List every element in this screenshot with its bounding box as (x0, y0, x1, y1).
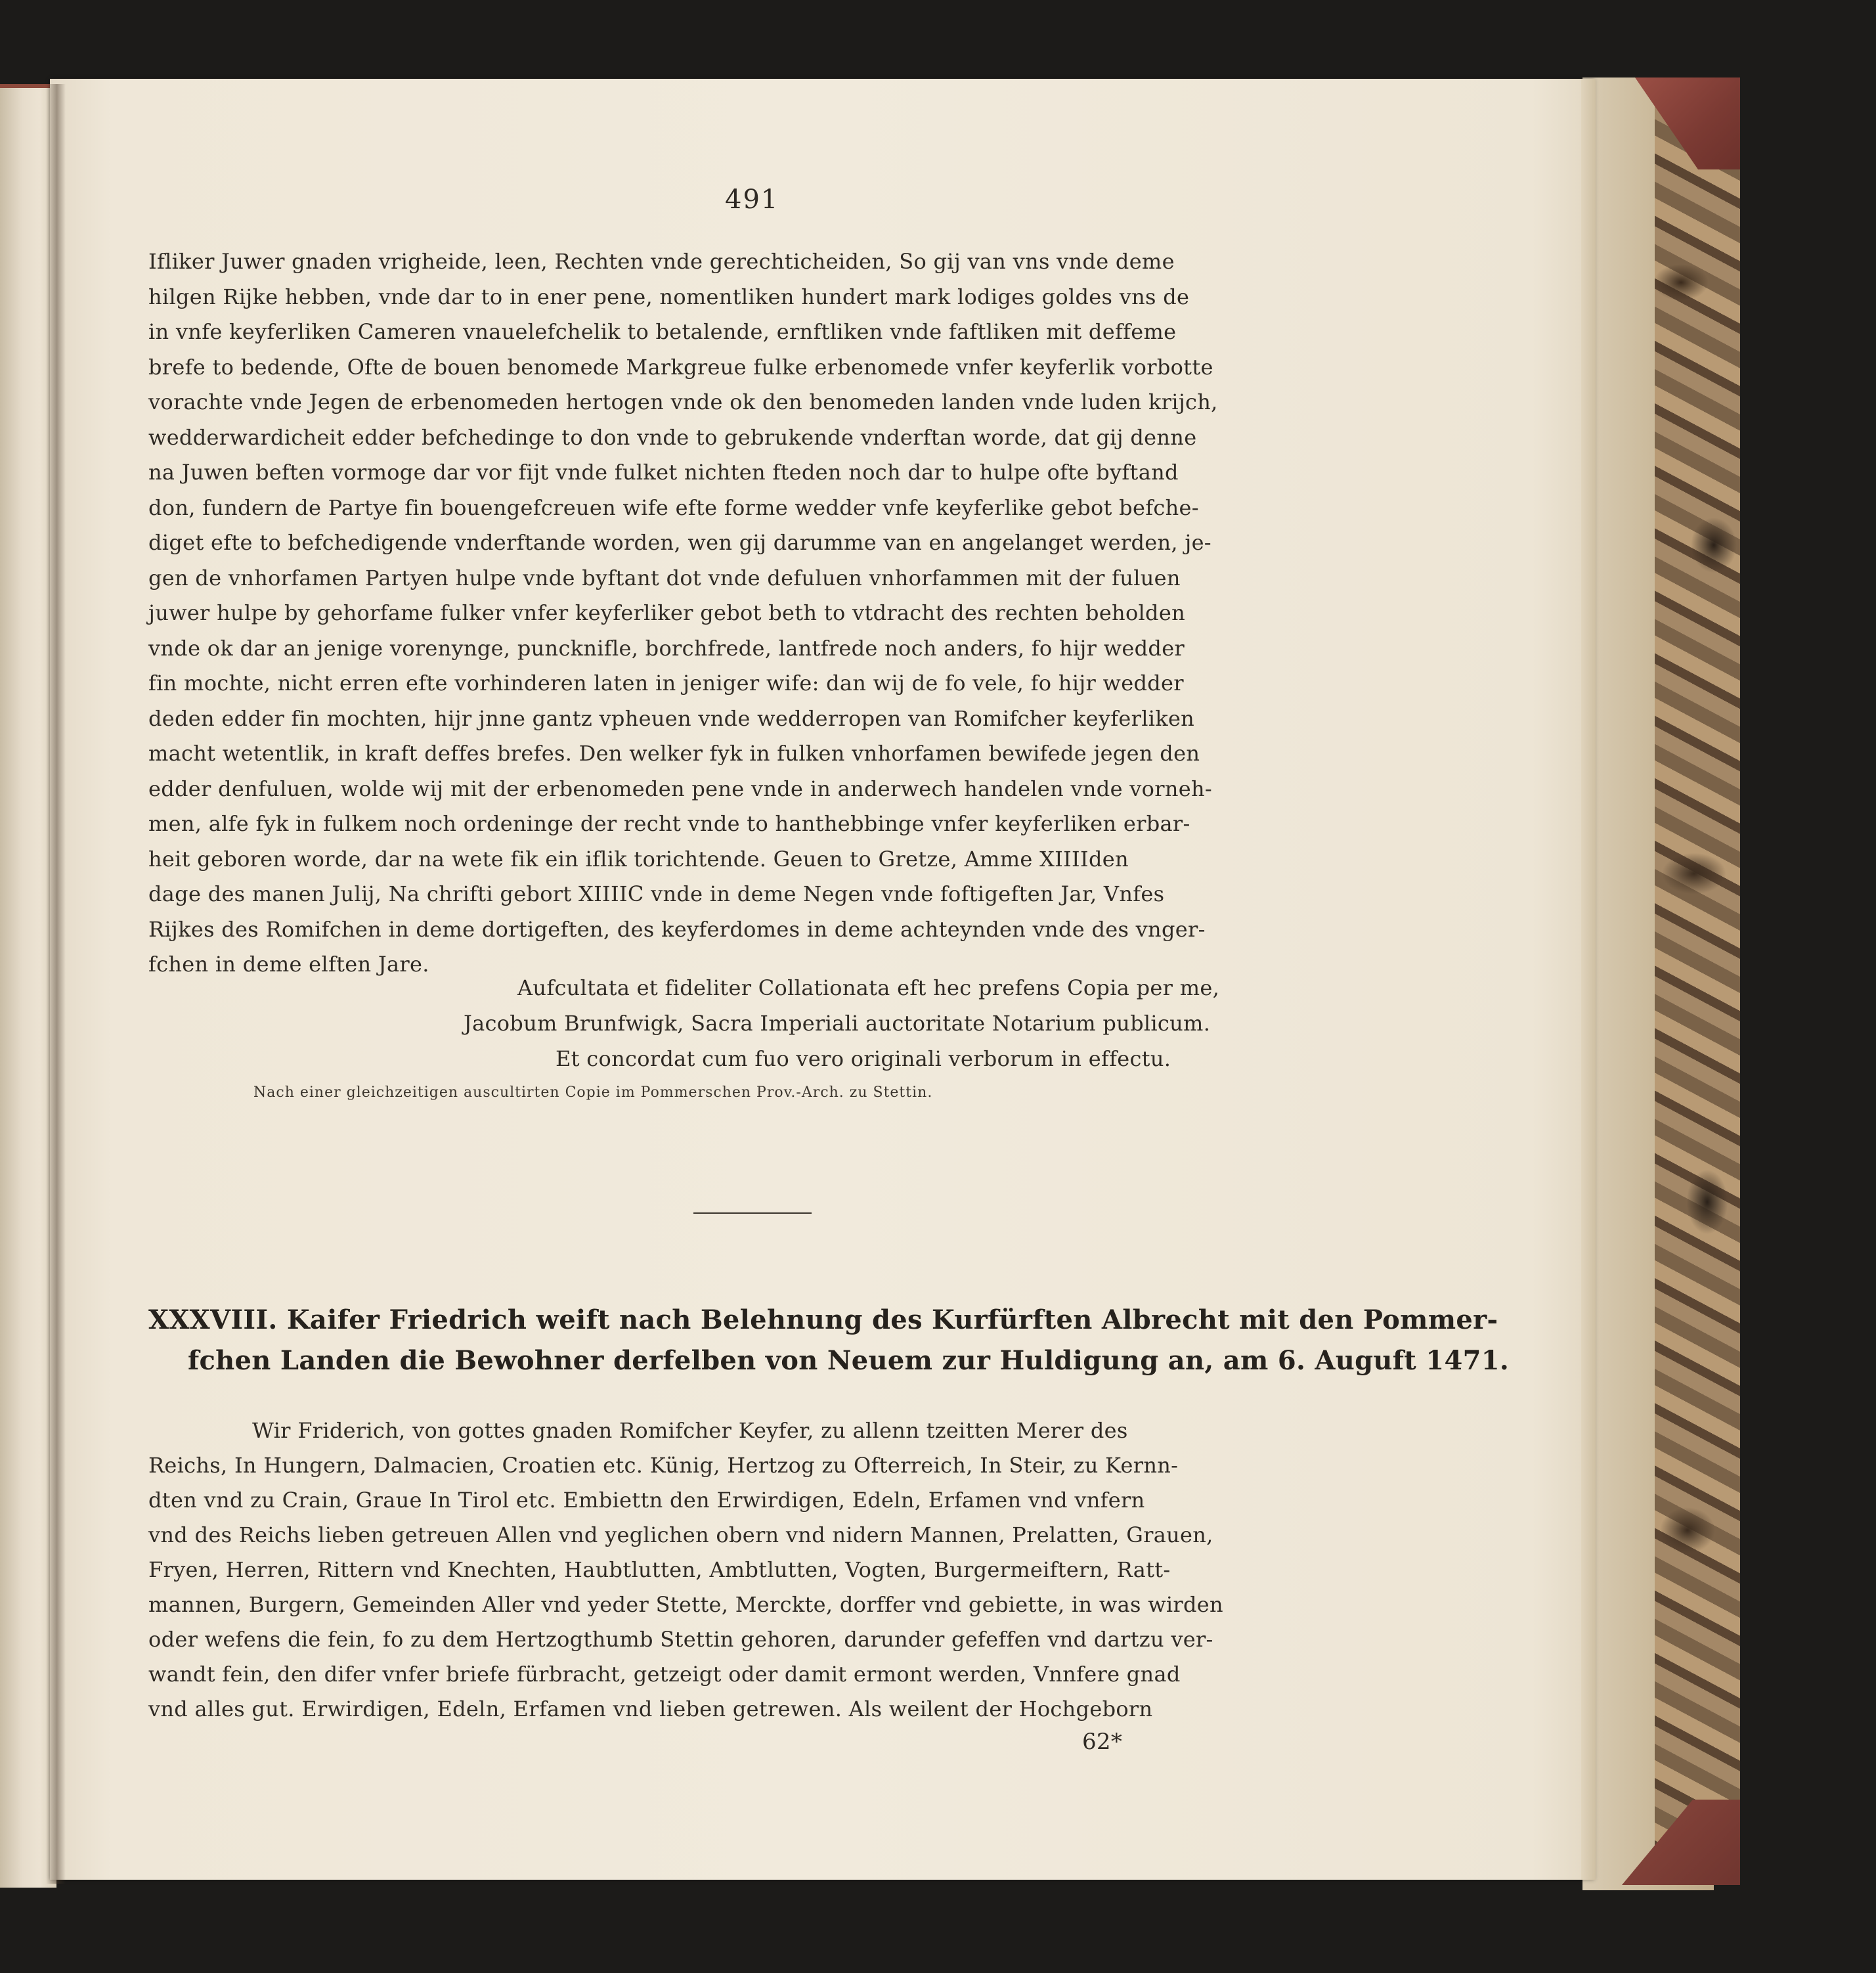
body-line: vnd alles gut. Erwirdigen, Edeln, Erfamen vnd lieben getrewen. Als weilent der Hochgeborn (148, 1696, 1153, 1721)
body-line: Reichs, In Hungern, Dalmacien, Croatien etc. Künig, Hertzog zu Ofterreich, In Steir, zu Kernn- (148, 1453, 1179, 1478)
page-number: 491 (725, 185, 779, 215)
text-line: in vnfe keyferliken Cameren vnauelefchelik to betalende, ernftliken vnde faftliken mit deffeme (148, 319, 1177, 344)
text-line: deden edder fin mochten, hijr jnne gantz vpheuen vnde wedderropen van Romifcher keyferliken (148, 705, 1195, 731)
body-line: Fryen, Herren, Rittern vnd Knechten, Haubtlutten, Ambtlutten, Vogten, Burgermeiftern, Ratt- (148, 1557, 1171, 1582)
text-line: fin mochte, nicht erren efte vorhinderen laten in jeniger wife: dan wij de fo vele, fo hijr wedder (148, 671, 1184, 696)
text-line: vnde ok dar an jenige vorenynge, puncknifle, borchfrede, lantfrede noch anders, fo hijr wedder (148, 635, 1185, 661)
text-line: juwer hulpe by gehorfame fulker vnfer keyferliker gebot beth to vtdracht des rechten beholden (148, 600, 1185, 625)
page-fore-edge (1581, 79, 1596, 1880)
book-gutter (46, 84, 66, 1884)
text-line: diget efte to befchedigende vnderftande worden, wen gij darumme van en angelanget werden, je- (148, 530, 1211, 555)
text-line: hilgen Rijke hebben, vnde dar to in ener pene, nomentliken hundert mark lodiges goldes vns de (148, 284, 1190, 309)
text-line: brefe to bedende, Ofte de bouen benomede Markgreue fulke erbenomede vnfer keyferlik vorbotte (148, 354, 1213, 380)
body-line: vnd des Reichs lieben getreuen Allen vnd yeglichen obern vnd nidern Mannen, Prelatten, Grauen, (148, 1522, 1213, 1547)
text-line: vorachte vnde Jegen de erbenomeden hertogen vnde ok den benomeden landen vnde luden krijch, (148, 389, 1218, 414)
section-divider (693, 1212, 812, 1214)
text-line: wedderwardicheit edder befchedinge to don vnde to gebrukende vnderftan worde, dat gij denne (148, 424, 1197, 450)
text-line: dage des manen Julij, Na chrifti gebort XIIIIC vnde in deme Negen vnde foftigeften Jar, Vnfes (148, 881, 1165, 906)
text-line: men, alfe fyk in fulkem noch ordeninge der recht vnde to hanthebbinge vnfer keyferliken erbar- (148, 811, 1190, 836)
text-line: edder denfuluen, wolde wij mit der erbenomeden pene vnde in anderwech handelen vnde vorneh- (148, 776, 1212, 801)
text-line: don, fundern de Partye fin bouengefcreuen wife efte forme wedder vnfe keyferlike gebot befche- (148, 495, 1199, 520)
heading-line: fchen Landen die Bewohner derfelben von Neuem zur Huldigung an, am 6. Auguft 1471. (188, 1345, 1510, 1376)
attestation-line: Jacobum Brunfwigk, Sacra Imperiali auctoritate Notarium publicum. (464, 1011, 1211, 1036)
body-line: wandt fein, den difer vnfer briefe fürbracht, getzeigt oder damit ermont werden, Vnnfere gnad (148, 1662, 1181, 1687)
text-line: fchen in deme elften Jare. (148, 952, 429, 977)
signature-mark: 62* (1082, 1729, 1123, 1755)
marbled-cover (1655, 85, 1740, 1885)
body-line: oder wefens die fein, fo zu dem Hertzogthumb Stettin gehoren, darunder gefeffen vnd dartzu ver- (148, 1627, 1213, 1652)
text-line: na Juwen beften vormoge dar vor fijt vnde fulket nichten fteden noch dar to hulpe ofte byftand (148, 460, 1179, 485)
attestation-line: Et concordat cum fuo vero originali verborum in effectu. (556, 1046, 1171, 1071)
heading-line: XXXVIII. Kaifer Friedrich weift nach Belehnung des Kurfürften Albrecht mit den Pommer- (148, 1304, 1498, 1335)
text-line: Ifliker Juwer gnaden vrigheide, leen, Rechten vnde gerechticheiden, So gij van vns vnde deme (148, 249, 1175, 274)
attestation-line: Aufcultata et fideliter Collationata eft hec prefens Copia per me, (517, 975, 1220, 1000)
text-line: macht wetentlik, in kraft deffes brefes. Den welker fyk in fulken vnhorfamen bewifede jegen den (148, 741, 1200, 766)
body-line: Wir Friderich, von gottes gnaden Romifcher Keyfer, zu allenn tzeitten Merer des (252, 1418, 1128, 1443)
source-note: Nach einer gleichzeitigen auscultirten Copie im Pommerschen Prov.-Arch. zu Stettin. (253, 1084, 933, 1101)
text-line: heit geboren worde, dar na wete fik ein iflik torichtende. Geuen to Gretze, Amme XIIIIden (148, 846, 1129, 872)
text-line: Rijkes des Romifchen in deme dortigeften, des keyferdomes in deme achteynden vnde des vnger- (148, 916, 1206, 942)
body-line: mannen, Burgern, Gemeinden Aller vnd yeder Stette, Merckte, dorffer vnd gebiette, in was wirden (148, 1592, 1223, 1617)
body-line: dten vnd zu Crain, Graue In Tirol etc. Embiettn den Erwirdigen, Edeln, Erfamen vnd vnfern (148, 1488, 1145, 1513)
text-line: gen de vnhorfamen Partyen hulpe vnde byftant dot vnde defuluen vnhorfammen mit der fuluen (148, 565, 1181, 590)
